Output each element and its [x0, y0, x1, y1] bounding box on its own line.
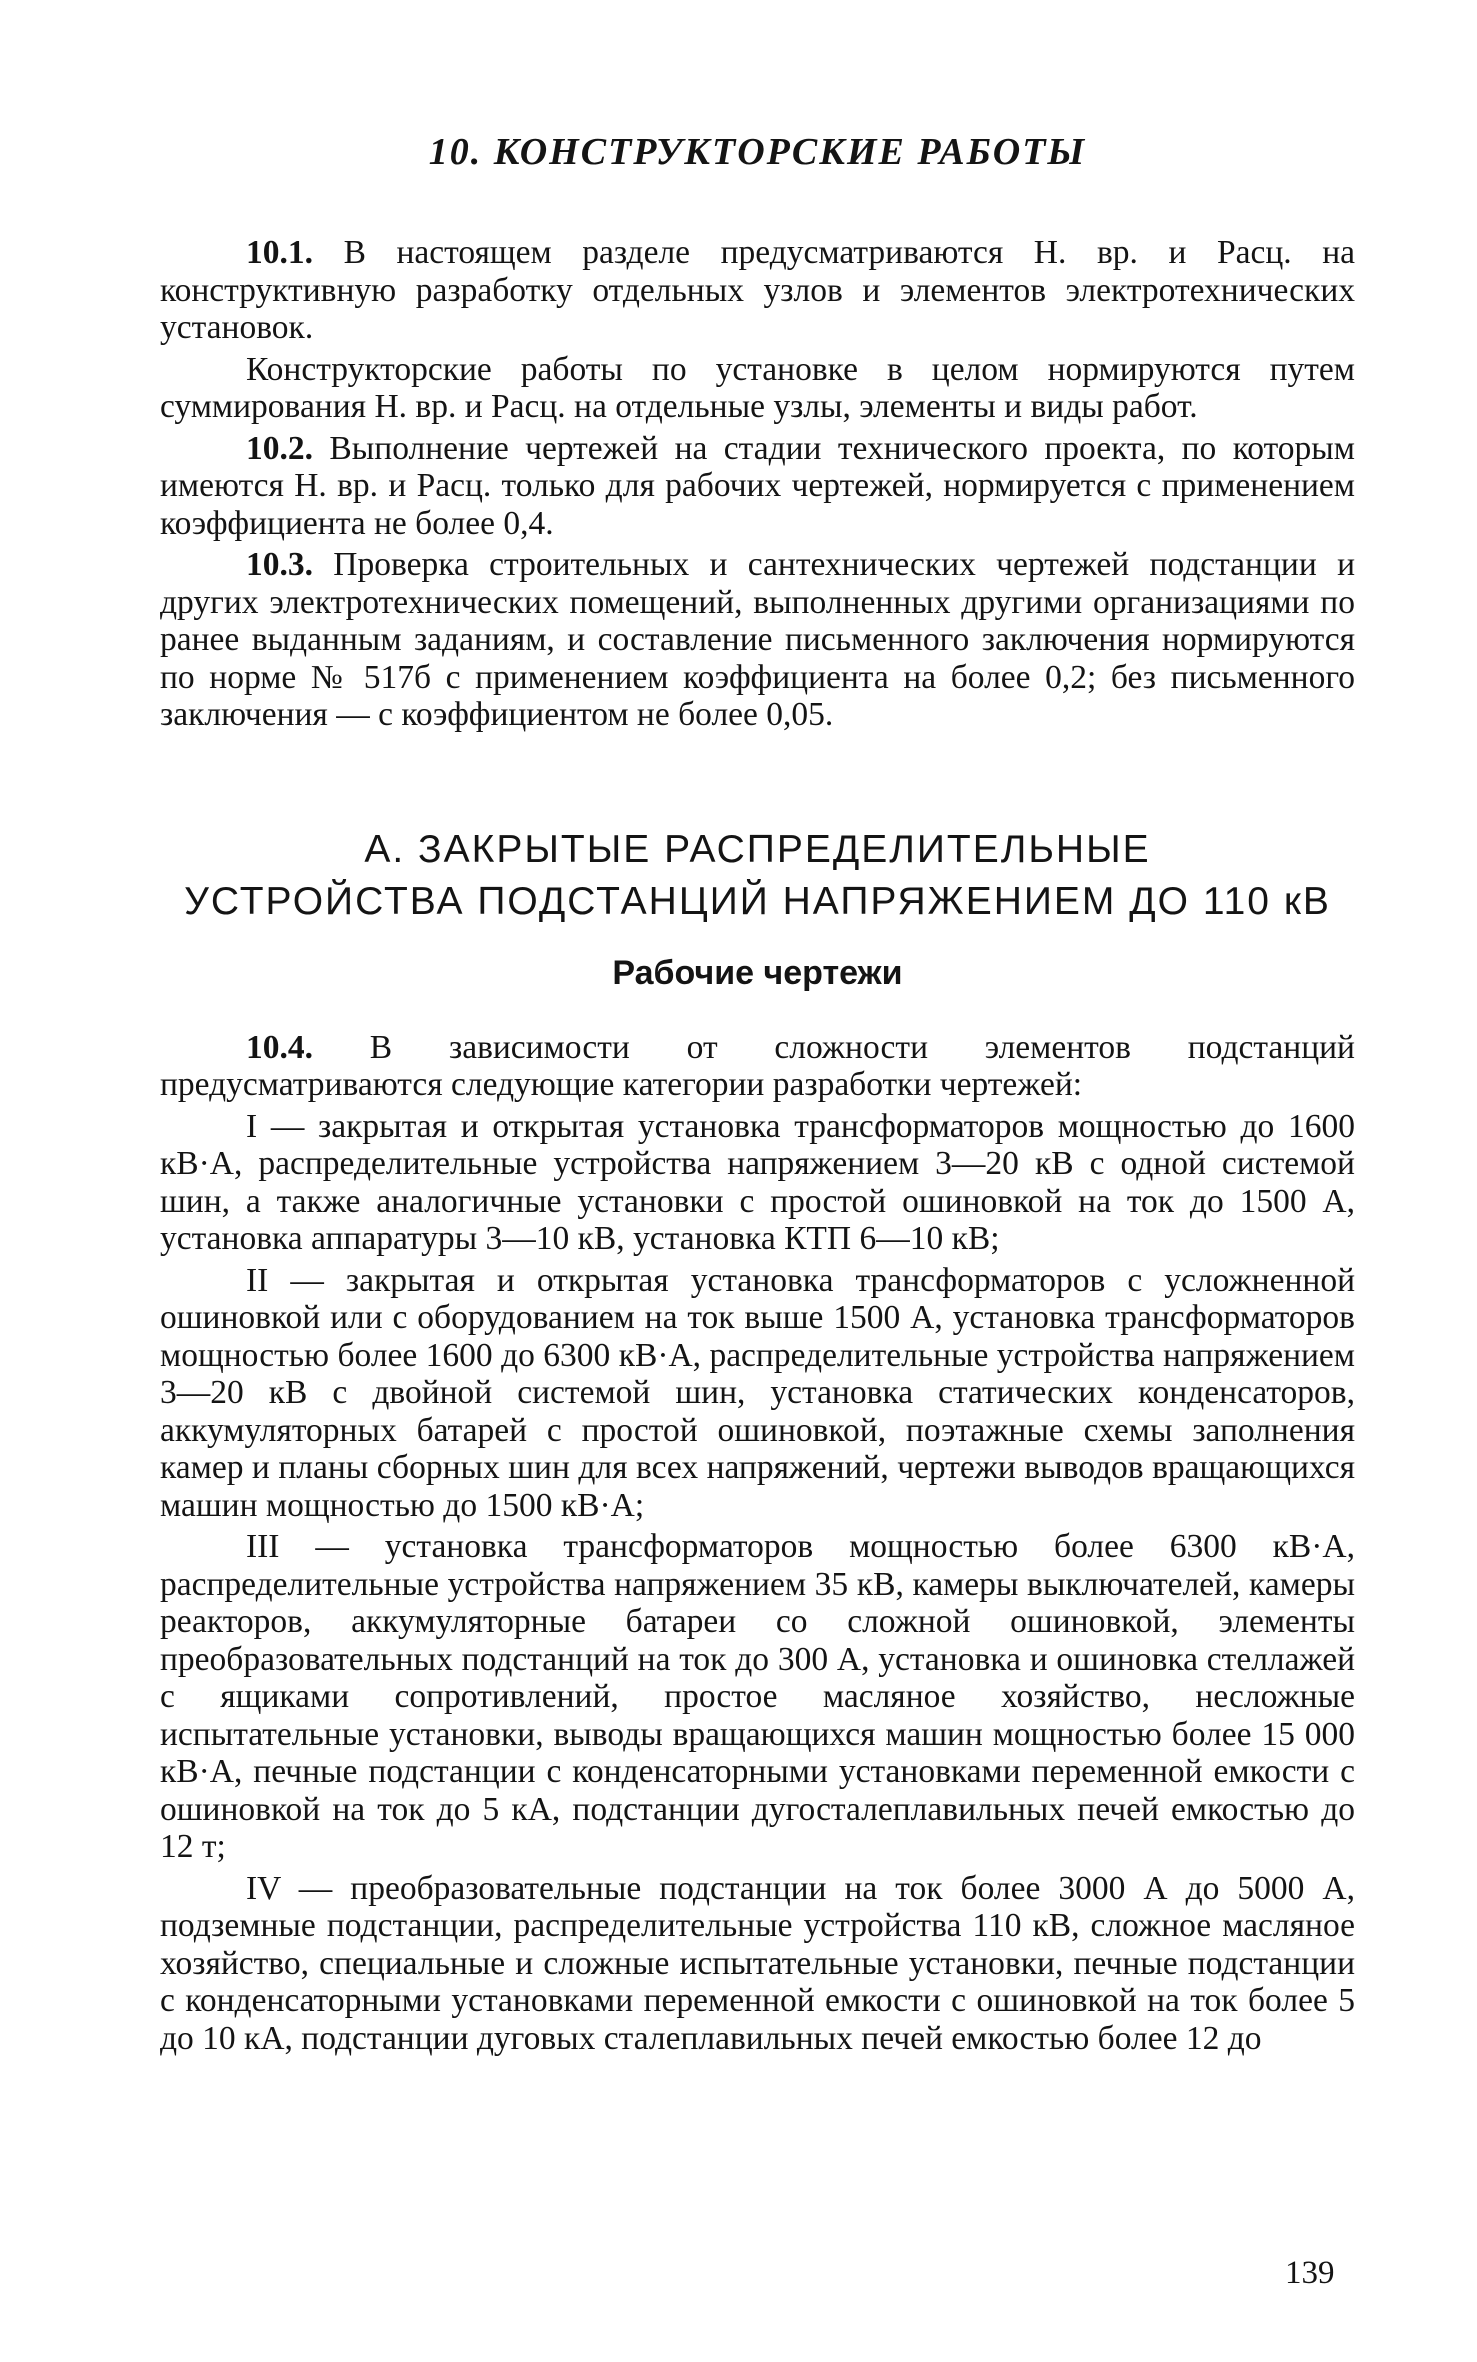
paragraph-number: 10.4. — [246, 1028, 313, 1066]
paragraph-text: II — закрытая и открытая установка трансформаторов с усложненной ошиновкой или с оборудованием на ток выше 1500 А, установка трансформаторов мощностью более 1600 до 6300 кВ·А, распределительные устройства напряжением 3—20 кВ с двойной системой шин, установка статических конденсаторов, аккумуляторных батарей с простой ошиновкой, поэтажные схемы заполнения камер и планы сборных шин для всех напряжений, чертежи выводов вращающихся машин мощностью до 1500 кВ·А; — [160, 1261, 1355, 1524]
paragraph-text: Проверка строительных и сантехнических чертежей подстанции и других электротехнических помещений, выполненных другими организациями по ранее выданным заданиям, и составление письменного заключения нормируются по норме № 517б с применением коэффициента на более 0,2; без письменного заключения — с коэффициентом не более 0,05. — [160, 546, 1355, 733]
category-i — [160, 1108, 1355, 1258]
paragraph-text: В зависимости от сложности элементов подстанций предусматриваются следующие категории разработки чертежей: — [160, 1028, 1355, 1103]
category-ii — [160, 1262, 1355, 1525]
paragraph-10-3 — [160, 546, 1355, 734]
page-number: 139 — [1285, 2255, 1335, 2291]
section-title: 10. КОНСТРУКТОРСКИЕ РАБОТЫ — [428, 131, 1087, 173]
paragraph-10-2 — [160, 430, 1355, 543]
paragraph-10-1 — [160, 234, 1355, 347]
subtitle-line-2: УСТРОЙСТВА ПОДСТАНЦИЙ НАПРЯЖЕНИЕМ ДО 110 кВ — [184, 879, 1331, 923]
category-iv — [160, 1870, 1355, 2058]
paragraph-text: Конструкторские работы по установке в целом нормируются путем суммирования Н. вр. и Расц. на отдельные узлы, элементы и виды работ. — [160, 350, 1355, 425]
paragraph-text: Выполнение чертежей на стадии технического проекта, по которым имеются Н. вр. и Расц. только для рабочих чертежей, нормируется с применением коэффициента не более 0,4. — [160, 429, 1355, 542]
paragraph-text: I — закрытая и открытая установка трансформаторов мощностью до 1600 кВ·А, распределительные устройства напряжением 3—20 кВ с одной системой шин, а также аналогичные установки с простой ошиновкой на ток до 1500 А, установка аппаратуры 3—10 кВ, установка КТП 6—10 кВ; — [160, 1107, 1355, 1257]
paragraph-number: 10.2. — [246, 429, 313, 467]
section-heading: Рабочие чертежи — [612, 953, 903, 992]
paragraph-10-4 — [160, 1029, 1355, 1104]
paragraph-number: 10.1. — [246, 234, 313, 271]
paragraph-text: III — установка трансформаторов мощностью более 6300 кВ·А, распределительные устройства напряжением 35 кВ, камеры выключателей, камеры реакторов, аккумуляторные батареи со сложной ошиновкой, элементы преобразовательных подстанций на ток до 300 А, установка и ошиновка стеллажей с ящиками сопротивлений, простое масляное хозяйство, несложные испытательные установки, выводы вращающихся машин мощностью более 15 000 кВ·А, печные подстанции с конденсаторными установками переменной емкости с ошиновкой на ток до 5 кА, подстанции дугосталеплавильных печей емкостью до 12 т; — [160, 1528, 1355, 1865]
paragraph-10-1-cont — [160, 351, 1355, 426]
chapter-subtitle — [160, 824, 1355, 928]
category-iii — [160, 1528, 1355, 1866]
paragraph-text: IV — преобразовательные подстанции на ток более 3000 А до 5000 А, подземные подстанции, распределительные устройства 110 кВ, сложное масляное хозяйство, специальные и сложные испытательные установки, печные подстанции с конденсаторными установками переменной емкости с ошиновкой на ток более 5 до 10 кА, подстанции дуговых сталеплавильных печей емкостью более 12 до — [160, 1869, 1355, 2057]
paragraph-text: В настоящем разделе предусматриваются Н. вр. и Расц. на конструктивную разработку отдельных узлов и элементов электротехнических установок. — [160, 234, 1355, 346]
paragraph-number: 10.3. — [246, 546, 313, 583]
page-content — [160, 130, 1355, 2061]
subtitle-line-1: А. ЗАКРЫТЫЕ РАСПРЕДЕЛИТЕЛЬНЫЕ — [364, 827, 1151, 871]
